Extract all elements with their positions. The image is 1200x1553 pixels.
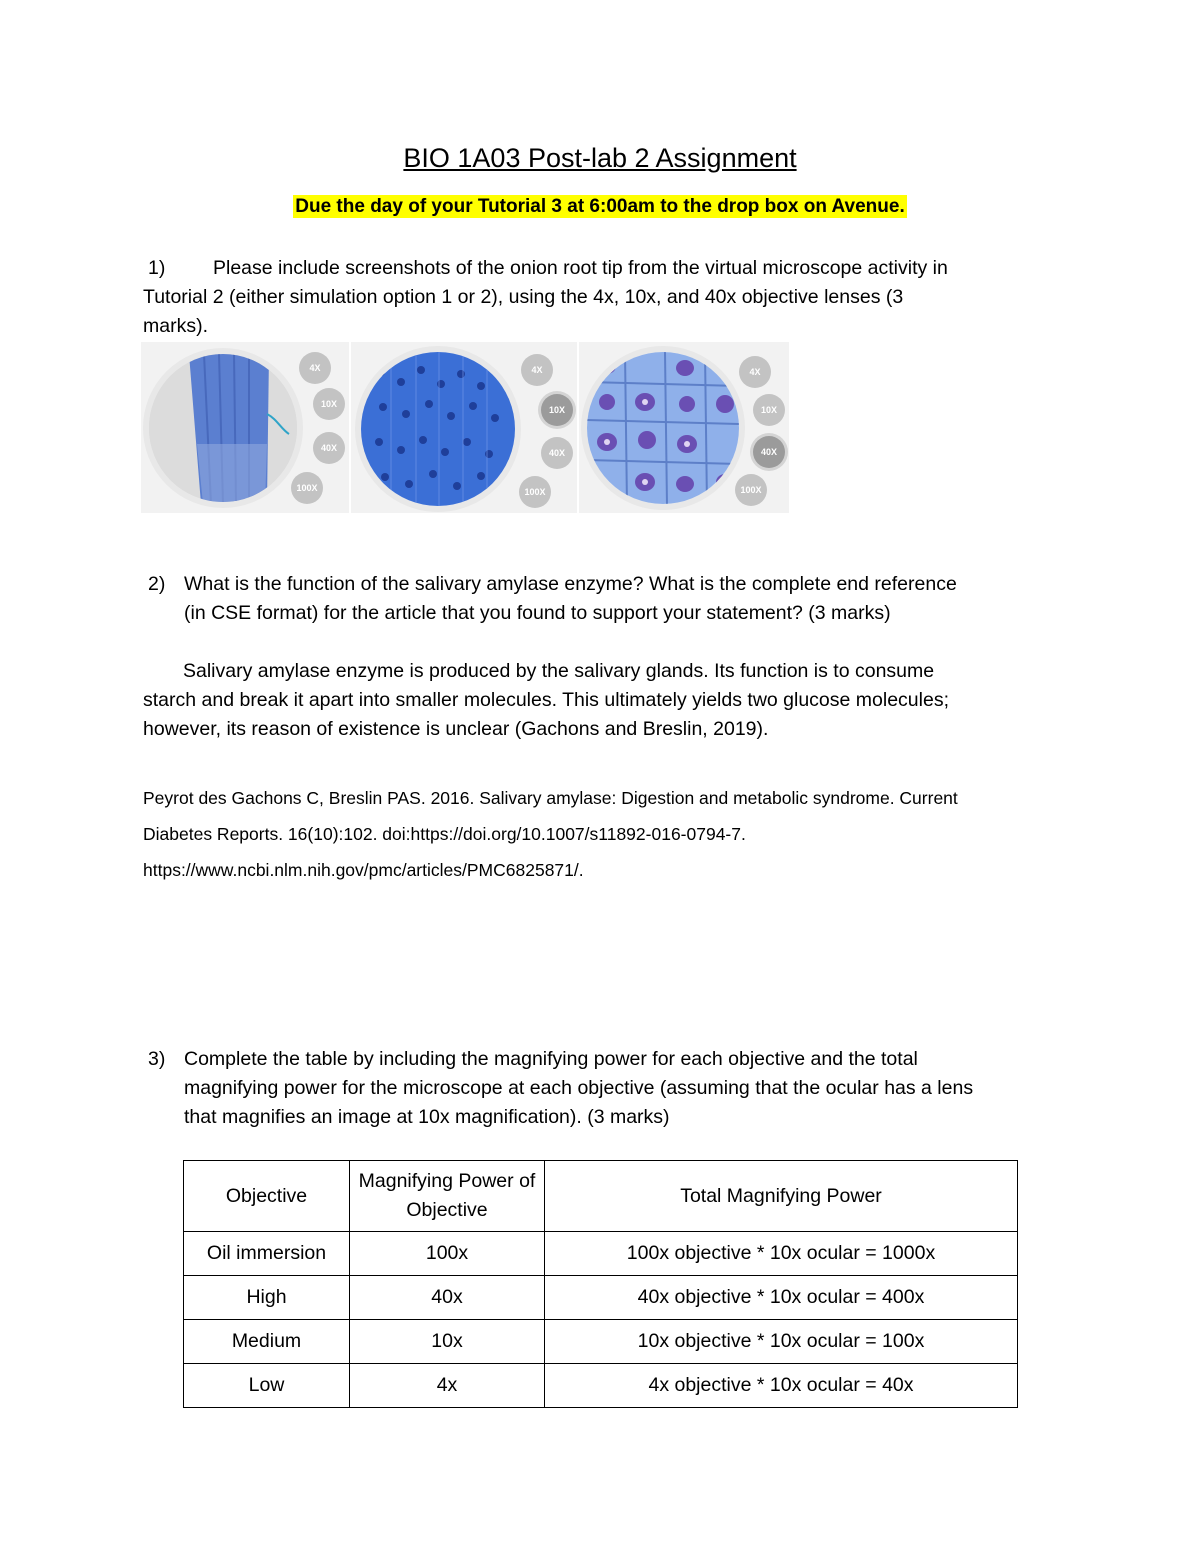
question-2-line-1: What is the function of the salivary amylase enzyme? What is the complete end reference bbox=[184, 573, 957, 595]
answer-line-1: Salivary amylase enzyme is produced by the salivary glands. Its function is to consume bbox=[183, 660, 935, 682]
reference-line-2: Diabetes Reports. 16(10):102. doi:https://doi.org/10.1007/s11892-016-0794-7. bbox=[143, 824, 746, 844]
due-notice bbox=[0, 196, 1200, 218]
magnification-table bbox=[183, 1160, 1018, 1408]
question-2-number: 2) bbox=[148, 573, 166, 595]
table-header-cell: Objective bbox=[184, 1161, 350, 1232]
reference bbox=[143, 780, 1063, 888]
question-2-line-2: (in CSE format) for the article that you found to support your statement? (3 marks) bbox=[184, 602, 891, 624]
table-row bbox=[184, 1232, 1018, 1276]
table-cell: Oil immersion bbox=[184, 1232, 350, 1276]
due-text: Due the day of your Tutorial 3 at 6:00am to the drop box on Avenue. bbox=[295, 196, 905, 217]
table-cell: Low bbox=[184, 1364, 350, 1408]
table-cell: 4x objective * 10x ocular = 40x bbox=[545, 1364, 1018, 1408]
table-cell: High bbox=[184, 1276, 350, 1320]
lens-4x-button[interactable]: 4X bbox=[739, 356, 771, 388]
microscope-image-40x bbox=[579, 342, 789, 513]
lens-100x-button[interactable]: 100X bbox=[519, 476, 551, 508]
question-1-number: 1) bbox=[148, 257, 166, 279]
lens-10x-button[interactable]: 10X bbox=[313, 388, 345, 420]
table-row bbox=[184, 1276, 1018, 1320]
lens-4x-button[interactable]: 4X bbox=[521, 354, 553, 386]
question-3 bbox=[148, 1045, 1068, 1132]
table-header-cell: Magnifying Power of Objective bbox=[350, 1161, 545, 1232]
question-3-number: 3) bbox=[148, 1048, 166, 1070]
question-1-line-3: marks). bbox=[143, 315, 208, 337]
view-field-4x bbox=[143, 348, 303, 508]
question-3-line-3: that magnifies an image at 10x magnification). (3 marks) bbox=[184, 1106, 670, 1128]
view-field-10x bbox=[355, 346, 521, 512]
table-cell: 40x objective * 10x ocular = 400x bbox=[545, 1276, 1018, 1320]
table-cell: Medium bbox=[184, 1320, 350, 1364]
reference-link[interactable]: https://www.ncbi.nlm.nih.gov/pmc/articles/PMC6825871/. bbox=[143, 860, 584, 880]
answer-line-2: starch and break it apart into smaller molecules. This ultimately yields two glucose molecules; bbox=[143, 689, 949, 711]
table-header-row bbox=[184, 1161, 1018, 1232]
table-cell: 10x objective * 10x ocular = 100x bbox=[545, 1320, 1018, 1364]
onion-root-cells-10x-icon bbox=[361, 352, 517, 508]
table-cell: 100x objective * 10x ocular = 1000x bbox=[545, 1232, 1018, 1276]
lens-100x-button[interactable]: 100X bbox=[291, 472, 323, 504]
table-row bbox=[184, 1364, 1018, 1408]
table-cell: 100x bbox=[350, 1232, 545, 1276]
lens-40x-button[interactable]: 40X bbox=[753, 436, 785, 468]
lens-40x-button[interactable]: 40X bbox=[541, 437, 573, 469]
lens-10x-button[interactable]: 10X bbox=[753, 394, 785, 426]
page-title: BIO 1A03 Post-lab 2 Assignment bbox=[403, 143, 797, 173]
question-3-line-2: magnifying power for the microscope at each objective (assuming that the ocular has a lens bbox=[184, 1077, 974, 1099]
microscope-image-10x bbox=[351, 342, 577, 513]
answer-line-3: however, its reason of existence is unclear (Gachons and Breslin, 2019). bbox=[143, 718, 769, 740]
table-row bbox=[184, 1320, 1018, 1364]
lens-40x-button[interactable]: 40X bbox=[313, 432, 345, 464]
question-2-answer bbox=[143, 657, 1063, 744]
onion-root-tip-4x-icon bbox=[149, 354, 299, 504]
microscope-image-4x bbox=[141, 342, 349, 513]
onion-root-cells-40x-icon bbox=[587, 352, 741, 506]
question-1-line-1: Please include screenshots of the onion root tip from the virtual microscope activity in bbox=[213, 257, 948, 279]
question-1 bbox=[143, 254, 1063, 341]
view-field-40x bbox=[581, 346, 745, 510]
microscope-screenshots bbox=[141, 342, 789, 513]
table-cell: 10x bbox=[350, 1320, 545, 1364]
lens-4x-button[interactable]: 4X bbox=[299, 352, 331, 384]
question-3-line-1: Complete the table by including the magnifying power for each objective and the total bbox=[184, 1048, 918, 1070]
question-2 bbox=[148, 570, 1068, 628]
table-header-cell: Total Magnifying Power bbox=[545, 1161, 1018, 1232]
table-cell: 40x bbox=[350, 1276, 545, 1320]
reference-line-1: Peyrot des Gachons C, Breslin PAS. 2016. Salivary amylase: Digestion and metabolic syndrome. Current bbox=[143, 788, 958, 808]
lens-100x-button[interactable]: 100X bbox=[735, 474, 767, 506]
question-1-line-2: Tutorial 2 (either simulation option 1 or 2), using the 4x, 10x, and 40x objective lenses (3 bbox=[143, 286, 904, 308]
table-cell: 4x bbox=[350, 1364, 545, 1408]
lens-10x-button[interactable]: 10X bbox=[541, 394, 573, 426]
